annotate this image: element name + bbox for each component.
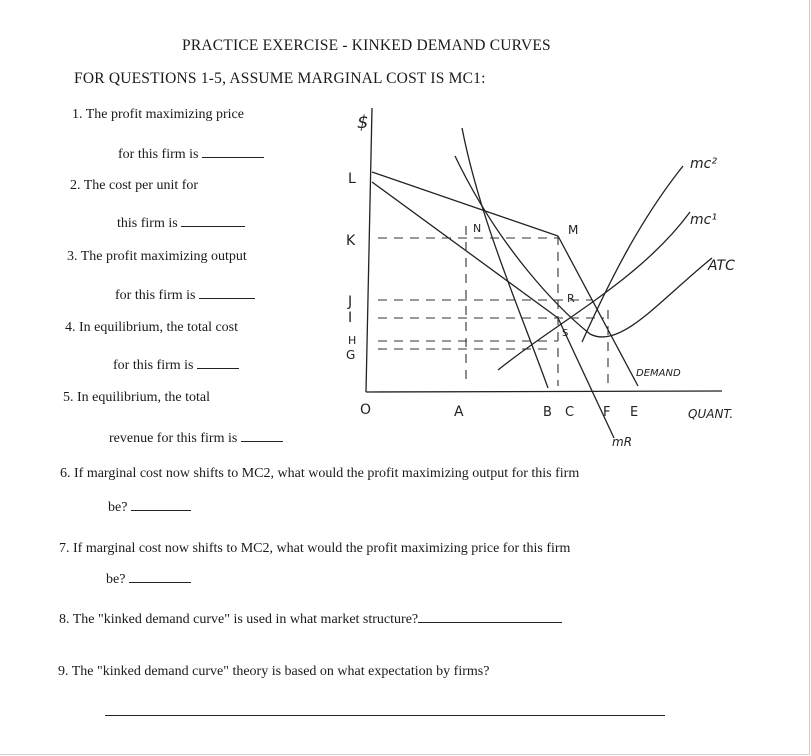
atc-label: ATC (708, 258, 735, 274)
quantity-axis-label: QUANT. (688, 407, 734, 421)
question-4-text: for this firm is (113, 358, 194, 373)
question-2-line1: 2. The cost per unit for (70, 178, 199, 193)
atc-curve (455, 156, 712, 337)
mc1-label: mc¹ (690, 212, 717, 228)
question-3-text: for this firm is (115, 288, 196, 303)
x-axis (366, 391, 722, 392)
mr-curve-upper (372, 182, 558, 318)
quantity-label-c: C (565, 405, 575, 420)
demand-label: DEMAND (636, 368, 681, 379)
y-axis-symbol: $ (357, 112, 369, 133)
demand-curve-lower (558, 236, 638, 386)
question-1-line1: 1. The profit maximizing price (72, 107, 244, 122)
mc2-curve (582, 166, 683, 342)
question-1-text: for this firm is (118, 147, 199, 162)
price-label-h: H (348, 334, 357, 347)
question-8-text: 8. The "kinked demand curve" is used in what market structure? (59, 612, 419, 627)
question-5-text: revenue for this firm is (109, 431, 238, 446)
price-label-l: L (348, 171, 356, 187)
page-title: PRACTICE EXERCISE - KINKED DEMAND CURVES (182, 37, 551, 54)
quantity-label-a: A (454, 404, 464, 420)
question-6-line1: 6. If marginal cost now shifts to MC2, what would the profit maximizing output for this firm (60, 466, 580, 481)
point-label-s: S (562, 328, 569, 339)
question-7-line1: 7. If marginal cost now shifts to MC2, what would the profit maximizing price for this firm (59, 541, 571, 556)
y-axis (366, 108, 372, 392)
point-label-r: R (567, 292, 575, 305)
question-9-line1: 9. The "kinked demand curve" theory is based on what expectation by firms? (58, 664, 490, 679)
price-label-g: G (346, 348, 356, 362)
mr-label: mR (612, 435, 633, 449)
instructions: FOR QUESTIONS 1-5, ASSUME MARGINAL COST IS MC1: (74, 70, 486, 87)
quantity-label-e: E (630, 405, 639, 420)
question-7-text: be? (106, 572, 126, 587)
quantity-label-b: B (543, 405, 552, 420)
point-label-m: M (568, 223, 579, 237)
mc2-label: mc² (690, 156, 717, 172)
question-6-text: be? (108, 500, 128, 515)
question-2-text: this firm is (117, 216, 178, 231)
price-label-k: K (346, 233, 356, 249)
question-4-line1: 4. In equilibrium, the total cost (65, 320, 239, 335)
point-label-n: N (473, 222, 482, 235)
quantity-label-f: F (603, 405, 611, 420)
mc1-curve (498, 212, 690, 370)
demand-curve-upper (372, 172, 558, 236)
question-5-line1: 5. In equilibrium, the total (63, 390, 210, 405)
price-label-i: I (348, 310, 353, 326)
origin-label: O (360, 402, 372, 418)
question-3-line1: 3. The profit maximizing output (67, 249, 247, 264)
price-label-j: J (348, 294, 353, 310)
